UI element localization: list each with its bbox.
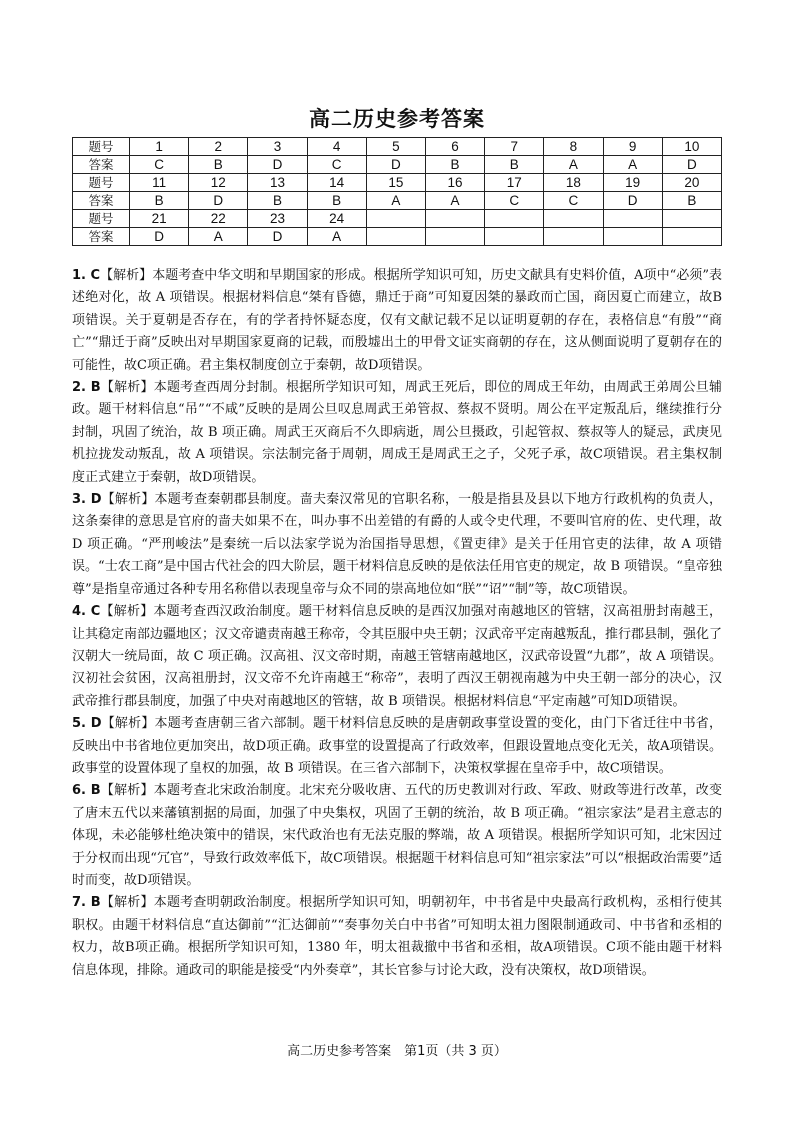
answer-table-cell bbox=[544, 228, 603, 246]
explanation-paragraph bbox=[72, 265, 722, 377]
answer-table-cell bbox=[544, 210, 603, 228]
explanation-number: 6. B bbox=[72, 783, 101, 799]
explanation-number: 5. D bbox=[72, 716, 102, 732]
explanation-text: 【解析】本题考查西汉政治制度。题干材料信息反映的是西汉加强对南越地区的管辖，汉高祖册封南越王，让其稳定南部边疆地区；汉文帝谴责南越王称帝，令其臣服中央王朝；汉武帝平定南越叛乱，推行郡县制，强化了汉朝大一统局面，故 C 项正确。汉高祖、汉文帝时期，南越王管辖南越地区，汉武帝设置“九郡”，故 A 项错误。汉初社会贫困，汉高祖册封，汉文帝不允许南越王“称帝”，表明了西汉王朝视南越为中央王朝一部分的决心，汉武帝推行郡县制度，加强了中央对南越地区的管辖，故 B 项错误。根据材料信息“平定南越”可知D项错误。 bbox=[72, 604, 723, 709]
answer-table-cell: 13 bbox=[248, 174, 307, 192]
explanation-text: 【解析】本题考查中华文明和早期国家的形成。根据所学知识可知，历史文献具有史料价值，A项中“必须”表述绝对化，故 A 项错误。根据材料信息“桀有昏德，鼎迁于商”可知夏因桀的暴政而亡国，商因夏亡而建立，故B项错误。关于夏朝是否存在，有的学者持怀疑态度，仅有文献记载不足以证明夏朝的存在，表格信息“有殷”“商亡”“鼎迁于商”反映出对早期国家夏商的记载，而殷墟出土的甲骨文证实商朝的存在，这从侧面说明了夏朝存在的可能性，故C项正确。君主集权制度创立于秦朝，故D项错误。 bbox=[72, 268, 722, 373]
answer-table-cell: C bbox=[130, 156, 189, 174]
answer-table-row-label: 题号 bbox=[73, 138, 130, 156]
answer-table-cell: 21 bbox=[130, 210, 189, 228]
explanation-text: 【解析】本题考查北宋政治制度。北宋充分吸收唐、五代的历史教训对行政、军政、财政等进行改革，改变了唐末五代以来藩镇割据的局面，加强了中央集权，巩固了王朝的统治，故 B 项正确。“祖宗家法”是君主意志的体现，未必能够杜绝决策中的错误，宋代政治也有无法克服的弊端，故 A 项错误。根据所学知识可知，北宋因过于分权而出现“冗官”，导致行政效率低下，故C项错误。根据题干材料信息可知“祖宗家法”可以“根据政治需要”适时而变，故D项错误。 bbox=[72, 783, 722, 888]
answer-table-row bbox=[73, 174, 722, 192]
answer-table-cell: 14 bbox=[307, 174, 366, 192]
explanation-number: 2. B bbox=[72, 380, 101, 396]
explanation-number: 1. C bbox=[72, 268, 101, 283]
answer-table-cell: A bbox=[366, 192, 425, 210]
explanation-paragraph bbox=[72, 601, 722, 713]
answer-table-cell: 17 bbox=[485, 174, 544, 192]
answer-table-cell: A bbox=[603, 156, 662, 174]
answer-table-cell: 6 bbox=[425, 138, 484, 156]
answer-table-cell: 3 bbox=[248, 138, 307, 156]
answer-table-cell: D bbox=[130, 228, 189, 246]
answer-table-cell bbox=[366, 228, 425, 246]
answer-table-cell: 11 bbox=[130, 174, 189, 192]
answer-table-cell: B bbox=[307, 192, 366, 210]
explanation-paragraph bbox=[72, 377, 722, 489]
answer-table-cell: 23 bbox=[248, 210, 307, 228]
answer-table-cell: 9 bbox=[603, 138, 662, 156]
answer-table-cell bbox=[662, 210, 721, 228]
answer-table-row bbox=[73, 210, 722, 228]
answer-table-row-label: 答案 bbox=[73, 228, 130, 246]
answer-table-cell: A bbox=[544, 156, 603, 174]
explanation-number: 7. B bbox=[72, 895, 101, 911]
answer-table-cell: 2 bbox=[189, 138, 248, 156]
explanations-section bbox=[72, 265, 722, 982]
answer-table-cell: B bbox=[662, 192, 721, 210]
answer-table-cell bbox=[603, 228, 662, 246]
answer-table-cell: 15 bbox=[366, 174, 425, 192]
answer-table-row-label: 题号 bbox=[73, 174, 130, 192]
answer-table-cell: 5 bbox=[366, 138, 425, 156]
answer-table-cell: A bbox=[425, 192, 484, 210]
answer-table bbox=[72, 137, 722, 246]
answer-table-cell bbox=[425, 210, 484, 228]
answer-table-cell: 10 bbox=[662, 138, 721, 156]
page-title: 高二历史参考答案 bbox=[309, 107, 485, 131]
answer-table-cell: 20 bbox=[662, 174, 721, 192]
answer-table-cell: C bbox=[544, 192, 603, 210]
answer-table-cell: D bbox=[189, 192, 248, 210]
page-footer: 高二历史参考答案 第1页（共 3 页） bbox=[287, 1044, 507, 1059]
answer-table-row bbox=[73, 228, 722, 246]
answer-table-cell: A bbox=[307, 228, 366, 246]
answer-table-row-label: 答案 bbox=[73, 192, 130, 210]
answer-table-cell: 1 bbox=[130, 138, 189, 156]
answer-table-cell bbox=[485, 228, 544, 246]
answer-table-row-label: 题号 bbox=[73, 210, 130, 228]
answer-table-cell: 8 bbox=[544, 138, 603, 156]
answer-table-cell: C bbox=[485, 192, 544, 210]
answer-table-cell: 12 bbox=[189, 174, 248, 192]
answer-table-cell: B bbox=[425, 156, 484, 174]
answer-table-cell: 24 bbox=[307, 210, 366, 228]
answer-table-cell: A bbox=[189, 228, 248, 246]
answer-table-row bbox=[73, 156, 722, 174]
answer-table-row bbox=[73, 192, 722, 210]
answer-table-cell bbox=[425, 228, 484, 246]
explanation-paragraph bbox=[72, 892, 722, 982]
answer-table-cell: 16 bbox=[425, 174, 484, 192]
answer-table-row-label: 答案 bbox=[73, 156, 130, 174]
explanation-text: 【解析】本题考查明朝政治制度。根据所学知识可知，明朝初年，中书省是中央最高行政机构，丞相行使其职权。由题干材料信息“直达御前”“汇达御前”“奏事勿关白中书省”可知明太祖力图限制通政司、中书省和丞相的权力，故B项正确。根据所学知识可知，1380 年，明太祖裁撤中书省和丞相，故A项错误。C项不能由题干材料信息体现，排除。通政司的职能是接受“内外奏章”，其长官参与讨论大政，没有决策权，故D项错误。 bbox=[72, 895, 722, 978]
explanation-text: 【解析】本题考查西周分封制。根据所学知识可知，周武王死后，即位的周成王年幼，由周武王弟周公旦辅政。题干材料信息“吊”“不咸”反映的是周公旦叹息周武王弟管叔、蔡叔不贤明。周公在平定叛乱后，继续推行分封制，巩固了统治，故 B 项正确。周武王灭商后不久即病逝，周公旦摄政，引起管叔、蔡叔等人的疑忌，武庚见机拉拢发动叛乱，故 A 项错误。宗法制完备于周朝，周成王是周武王之子，父死子承，故C项错误。君主集权制度正式建立于秦朝，故D项错误。 bbox=[72, 380, 722, 485]
answer-table-row bbox=[73, 138, 722, 156]
explanation-paragraph bbox=[72, 489, 722, 601]
answer-table-cell: 19 bbox=[603, 174, 662, 192]
answer-table-cell: B bbox=[485, 156, 544, 174]
explanation-paragraph bbox=[72, 780, 722, 892]
answer-table-cell: D bbox=[366, 156, 425, 174]
explanation-text: 【解析】本题考查唐朝三省六部制。题干材料信息反映的是唐朝政事堂设置的变化，由门下省迁往中书省，反映出中书省地位更加突出，故D项正确。政事堂的设置提高了行政效率，但跟设置地点变化无关，故A项错误。政事堂的设置体现了皇权的加强，故 B 项错误。在三省六部制下，决策权掌握在皇帝手中，故C项错误。 bbox=[72, 716, 722, 776]
answer-table-cell bbox=[366, 210, 425, 228]
answer-table-cell: D bbox=[603, 192, 662, 210]
answer-table-cell: B bbox=[248, 192, 307, 210]
explanation-paragraph bbox=[72, 713, 722, 780]
answer-table-cell: 7 bbox=[485, 138, 544, 156]
answer-table-cell: D bbox=[662, 156, 721, 174]
answer-table-cell: 18 bbox=[544, 174, 603, 192]
answer-table-cell bbox=[662, 228, 721, 246]
answer-table-cell: C bbox=[307, 156, 366, 174]
answer-table-cell: 22 bbox=[189, 210, 248, 228]
answer-table-cell: B bbox=[189, 156, 248, 174]
answer-table-cell: 4 bbox=[307, 138, 366, 156]
answer-table-cell: B bbox=[130, 192, 189, 210]
explanation-text: 【解析】本题考查秦朝郡县制度。啬夫秦汉常见的官职名称，一般是指县及县以下地方行政机构的负责人，这条秦律的意思是官府的啬夫如果不在，叫办事不出差错的有爵的人或令史代理，不要叫官府的佐、史代理，故 D 项正确。“严刑峻法”是秦统一后以法家学说为治国指导思想，《置吏律》是关于任用官吏的法律，故 A 项错误。“士农工商”是中国古代社会的四大阶层，题干材料信息反映的是依法任用官吏的规定，故 B 项错误。“皇帝独尊”是指皇帝通过各种专用名称借以表现皇帝与众不同的崇高地位如“朕”“诏”“制”等，故C项错误。 bbox=[72, 492, 722, 597]
explanation-number: 4. C bbox=[72, 604, 101, 620]
answer-table-cell: D bbox=[248, 228, 307, 246]
answer-table-cell: D bbox=[248, 156, 307, 174]
explanation-number: 3. D bbox=[72, 492, 102, 508]
answer-table-cell bbox=[485, 210, 544, 228]
answer-table-cell bbox=[603, 210, 662, 228]
